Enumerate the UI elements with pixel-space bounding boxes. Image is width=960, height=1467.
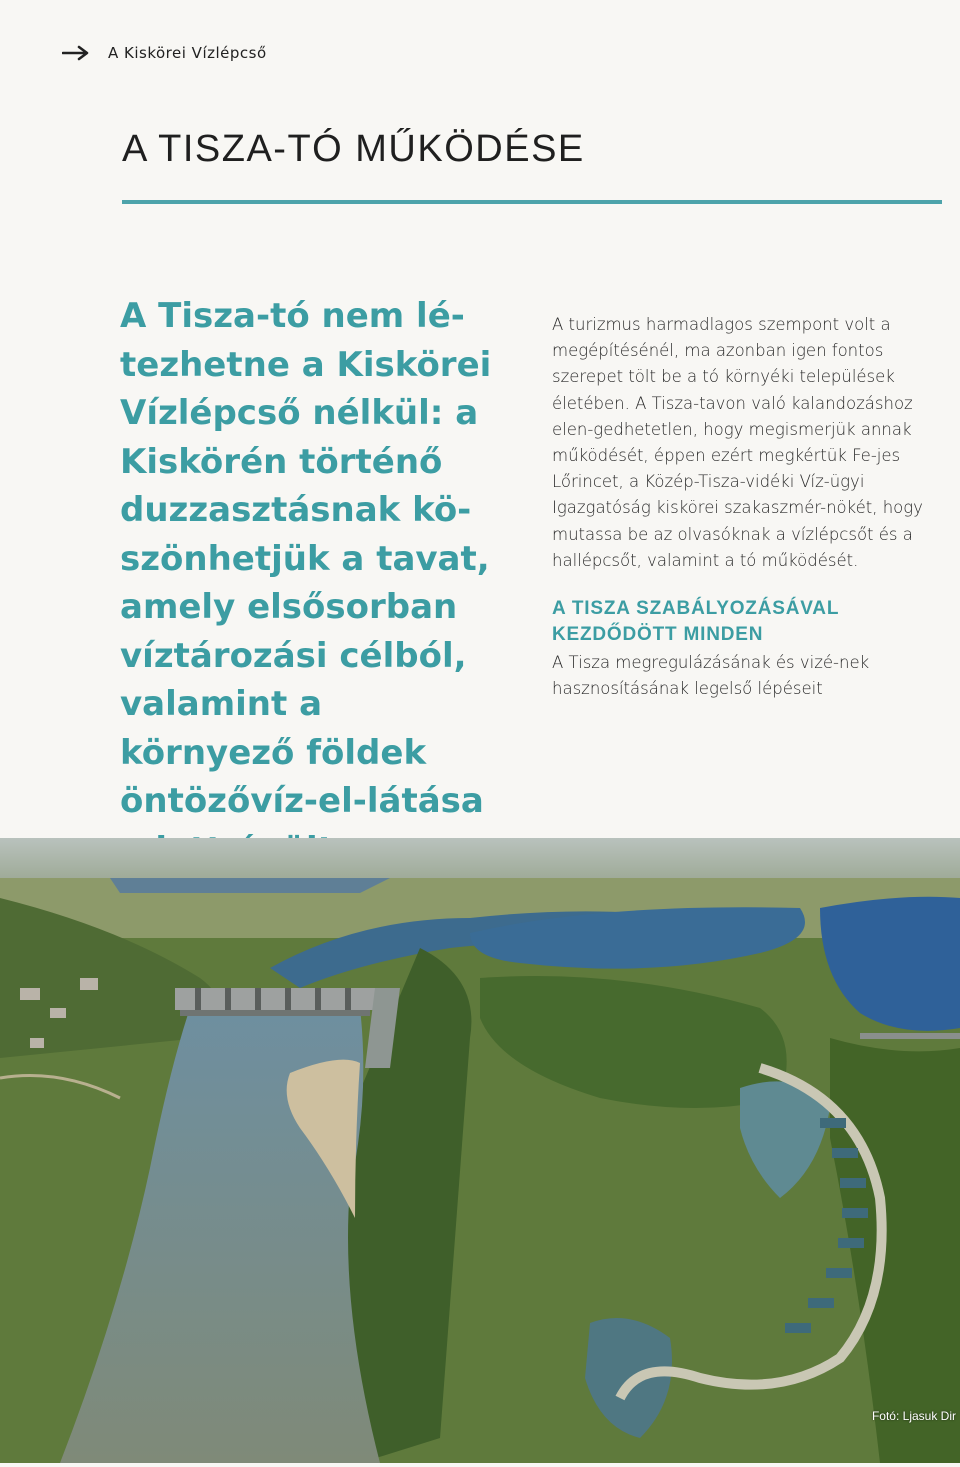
breadcrumb-label: A Kiskörei Vízlépcső [108,44,267,62]
breadcrumb [62,44,267,62]
aerial-photo [0,838,960,1463]
title-divider [122,200,942,204]
arrow-right-icon [62,45,90,61]
lead-paragraph: A Tisza-tó nem lé-tezhetne a Kiskörei Vízlépcső nélkül: a Kiskörén történő duzzasztásnak kö-szönhetjük a tavat, amely elsősorban víztározási célból, valamint a környező földek öntözővíz-el-látása [120,296,492,821]
photo-credit: Fotó: Ljasuk Dir [871,1409,956,1423]
page-title: A TISZA-TÓ MŰKÖDÉSE [122,128,585,170]
section-heading: A TISZA SZABÁLYOZÁSÁVAL KEZDŐDÖTT MINDEN [552,598,839,646]
aerial-photo-illustration [0,838,960,1463]
body-paragraph-continued: A Tisza megregulázásának és vizé-nek hasznosításának legelső lépéseit [552,653,870,699]
body-column [552,312,946,702]
body-paragraph: A turizmus harmadlagos szempont volt a megépítésénél, ma azonban igen fontos szerepet tölt be a tó környéki települések életében. A Tisza-tavon való kalandozáshoz elen-gedhetetlen, hogy megismerjük annak működését, éppen ezért megkértük Fe-jes Lőrincet, a Közép-Tisza-vidéki Víz-ügyi Igazgatóság kiskörei szakaszmér-nökét, hogy mutassa be az olvasóknak a vízlépcsőt és a hallépcsőt, valamint a tó működését. [552,315,923,570]
